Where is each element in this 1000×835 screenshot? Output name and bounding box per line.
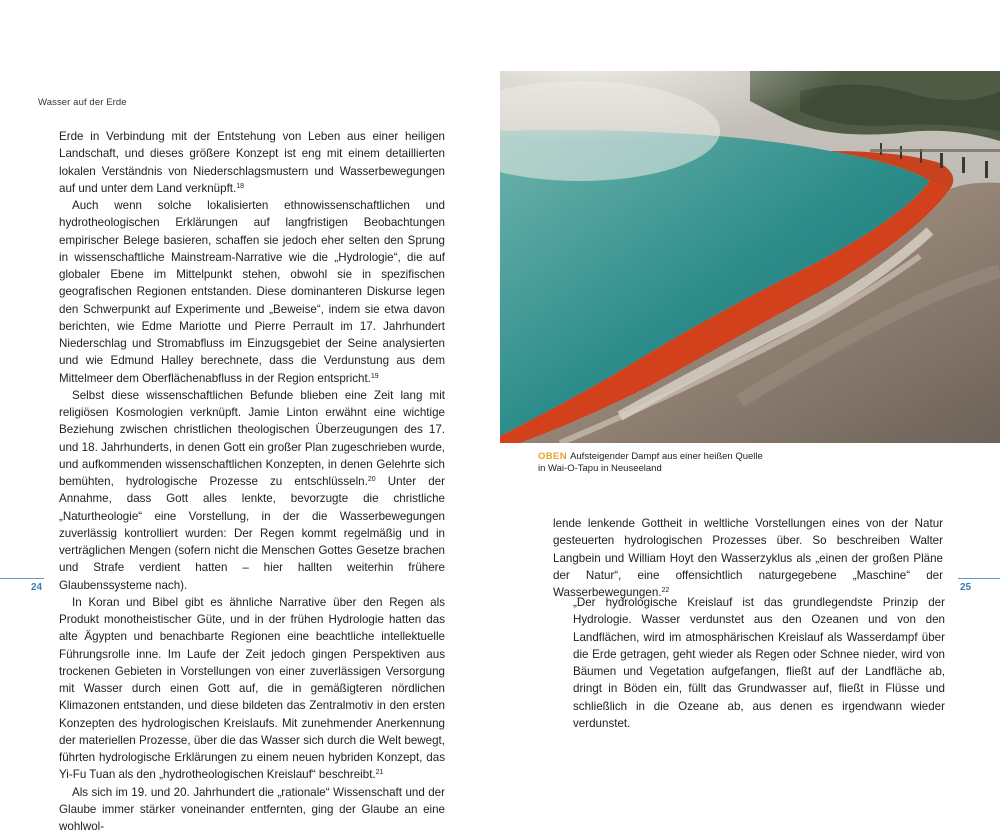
block-quote [573,594,945,732]
paragraph-1: Erde in Verbindung mit der Entstehung von Leben aus einer heiligen Landschaft, und dieses größere Konzept ist eng mit einem detaillierten lokalen Verständnis von Niederschlagsmustern und Wasserbewegungen auf und unter dem Land verknüpft.$^{18}$ [59,128,445,197]
footnote-ref[interactable]: 21 [376,769,384,776]
caption-tag: OBEN [538,451,567,462]
paragraph-2: Auch wenn solche lokalisierten ethnowissenschaftlichen und hydrotheologischen Erklärungen auf langfristigen Beobachtungen empirischer Belege basieren, schaffen sie jedoch eher selten den Sprung in wissenschaftliche Mainstream-Narrative wie die „Hydrologie“, die auf globaler Ebene im Mittelpunkt stehen, obwohl sie in spezifischen geografischen Regionen entstanden. Diese dominanteren Diskurse legen den Schwerpunkt auf Experimente und „Beweise“, indem sie etwa davon berichten, wie Edme Mariotte und Pierre Perrault im 17. Jahrhundert Niederschlag und Stromabfluss im Einzugsgebiet der Seine analysierten und wie Edmund Halley berechnete, dass die Verdunstung aus dem Mittelmeer dem Oberflächenabfluss in der Region entspricht.$^{19}$ [59,197,445,387]
caption-line-1: Aufsteigender Dampf aus einer heißen Quelle [570,451,763,462]
right-page [500,0,1000,800]
right-body-text [553,515,943,601]
page-number: 25 [960,582,971,593]
photo-caption [538,451,838,475]
page-number: 24 [31,582,42,593]
hot-spring-photo [500,71,1000,443]
paragraph-5: Als sich im 19. und 20. Jahrhundert die „rationale“ Wissenschaft und der Glaube immer stärker voneinander entfernten, ging der Glaube an eine wohlwol- [59,784,445,835]
folio-rule [958,578,1000,579]
running-head: Wasser auf der Erde [38,97,127,108]
paragraph-4: In Koran und Bibel gibt es ähnliche Narrative über den Regen als Produkt monotheistischer Güte, und in der frühen Hydrologie hatten das alte Ägypten und benachbarte Regionen eine beachtliche intellektuelle Führungsrolle inne. Im Laufe der Zeit jedoch gingen Perspektiven aus trockenen Gebieten in Vorstellungen von einer zuverlässigen Versorgung mit Wasser durch einen Gott auf, die in gemäßigteren nördlichen Klimazonen entstanden, und diese bildeten das Zentralmotiv in den ersten Konzepten des hydrologischen Kreislaufs. Mit zunehmender Anerkennung der materiellen Prozesse, über die das Wasser sich durch die Welt bewegt, führten hydrologische Erklärungen zu einem neuen hybriden Konzept, das Yi-Fu Tuan als den „hydrotheologischen Kreislauf“ beschreibt.$^{21}$ [59,594,445,784]
footnote-ref[interactable]: 20 [368,476,376,483]
quote-text: „Der hydrologische Kreislauf ist das grundlegendste Prinzip der Hydrologie. Wasser verdunstet aus den Ozeanen und von den Landflächen, wird im atmosphärischen Kreislauf als Wasserdampf über die Erde getragen, geht wieder als Regen oder Schnee nieder, wird von Bäumen und Vegetation aufgefangen, fließt auf der Landfläche ab, dringt in Böden ein, füllt das Grundwasser auf, fließt in Flüsse und schließlich in die Ozeane ab, aus denen es irgendwann wieder verdunstet. [573,594,945,732]
left-body-text [59,128,445,835]
continuation-paragraph: lende lenkende Gottheit in weltliche Vorstellungen eines von der Natur gesteuerten hydrologischen Prozesses über. So beschreiben Walter Langbein und William Hoyt den Wasserzyklus als „einen der großen Pläne der Natur“, eine offensichtlich naturgegebene „Maschine“ der Wasserbewegungen.$^{22}$ [553,515,943,601]
paragraph-3: Selbst diese wissenschaftlichen Befunde blieben eine Zeit lang mit religiösen Kosmologien verknüpft. Jamie Linton erwähnt eine wichtige Beziehung zwischen christlichen theologischen Überzeugungen des 17. und 18. Jahrhunderts, in denen Gott ein großer Plan zugeschrieben wurde, und aufkommenden wissenschaftlichen Konzepten, in denen Gelehrte sich bemühten, hydrologische Prozesse zu entschlüsseln.$^{20}$ Unter der Annahme, dass Gott alles lenkte, bevorzugte die christliche „Naturtheologie“ eine Vorstellung, in der die Wasserbewegungen zuverlässig kontrolliert wurden: Der Regen kommt regelmäßig und in verträglichen Mengen (sofern nicht die Menschen Gottes Gesetze brachen und Strafe verdient hatten – hier hallten weiterhin frühere Glaubenssysteme nach). [59,387,445,594]
footnote-ref[interactable]: 22 [662,587,670,594]
caption-line-2: in Wai-O-Tapu in Neuseeland [538,463,662,474]
footnote-ref[interactable]: 18 [236,183,244,190]
footnote-ref[interactable]: 19 [371,373,379,380]
left-page [0,0,500,800]
folio-rule [0,578,44,579]
